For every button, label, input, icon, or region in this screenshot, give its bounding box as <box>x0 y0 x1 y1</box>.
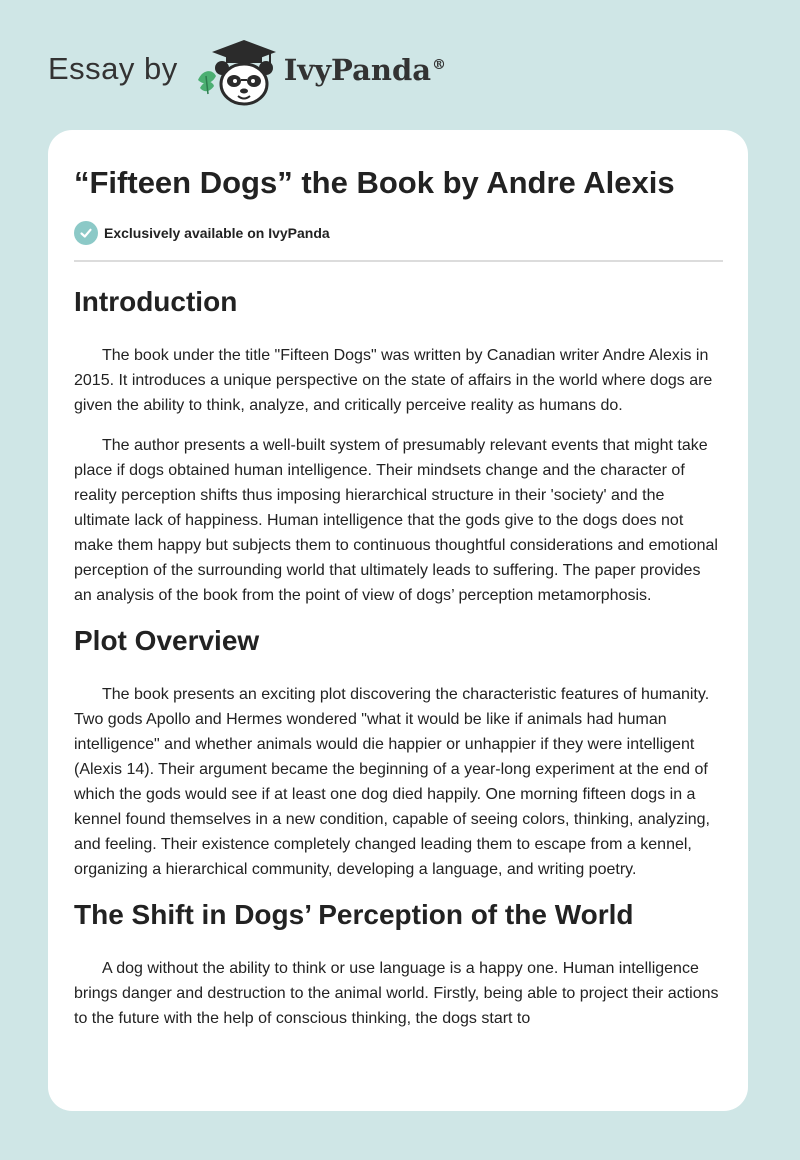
article-card <box>48 130 748 1111</box>
paragraph: A dog without the ability to think or use language is a happy one. Human intelligence brings danger and destruction to the animal world. Firstly, being able to project their actions to the future with the help of conscious thinking, the dogs start to <box>74 960 719 1027</box>
section-heading-introduction: Introduction <box>74 286 238 317</box>
brand-prefix: Essay by <box>48 51 178 86</box>
article-title: “Fifteen Dogs” the Book by Andre Alexis <box>74 165 675 200</box>
paragraph: The author presents a well-built system of presumably relevant events that might take place if dogs obtained human intelligence. Their mindsets change and the character of reality perception shifts thus imposing hierarchical structure in their 'society' and the ultimate lack of happiness. Human intelligence that the gods give to the dogs does not make them happy but subjects them to continuous thoughtful considerations and emotional perception of the surrounding world that ultimately leads to suffering. The paper provides an analysis of the book from the point of view of dogs’ perception metamorphosis. <box>74 437 718 604</box>
brand-logo[interactable] <box>48 36 446 108</box>
panda-mascot-icon <box>192 36 280 108</box>
section-heading-plot-overview: Plot Overview <box>74 625 260 656</box>
exclusive-badge <box>74 221 722 245</box>
registered-mark: ® <box>432 57 447 74</box>
title-divider <box>74 260 723 262</box>
exclusive-label: Exclusively available on IvyPanda <box>104 225 330 241</box>
check-circle-icon <box>74 221 98 245</box>
brand-name: IvyPanda® <box>283 53 447 87</box>
site-header <box>0 0 800 130</box>
paragraph: The book under the title "Fifteen Dogs" was written by Canadian writer Andre Alexis in 2015. It introduces a unique perspective on the state of affairs in the world where dogs are given the ability to think, analyze, and critically perceive reality as humans do. <box>74 347 713 414</box>
section-heading-shift-in-perception: The Shift in Dogs’ Perception of the World <box>74 899 634 930</box>
paragraph: The book presents an exciting plot discovering the characteristic features of humanity. Two gods Apollo and Hermes wondered "what it would be like if animals had human intelligence" and whether animals would die happier or unhappier if they were intelligent (Alexis 14). Their argument became the beginning of a year-long experiment at the end of which the gods would see if at least one dog died happily. One morning fifteen dogs in a kennel found themselves in a new condition, capable of seeing colors, thinking, analyzing, and feeling. Their existence completely changed leading them to escape from a kennel, organizing a hierarchical community, developing a language, and writing poetry. <box>74 686 710 878</box>
